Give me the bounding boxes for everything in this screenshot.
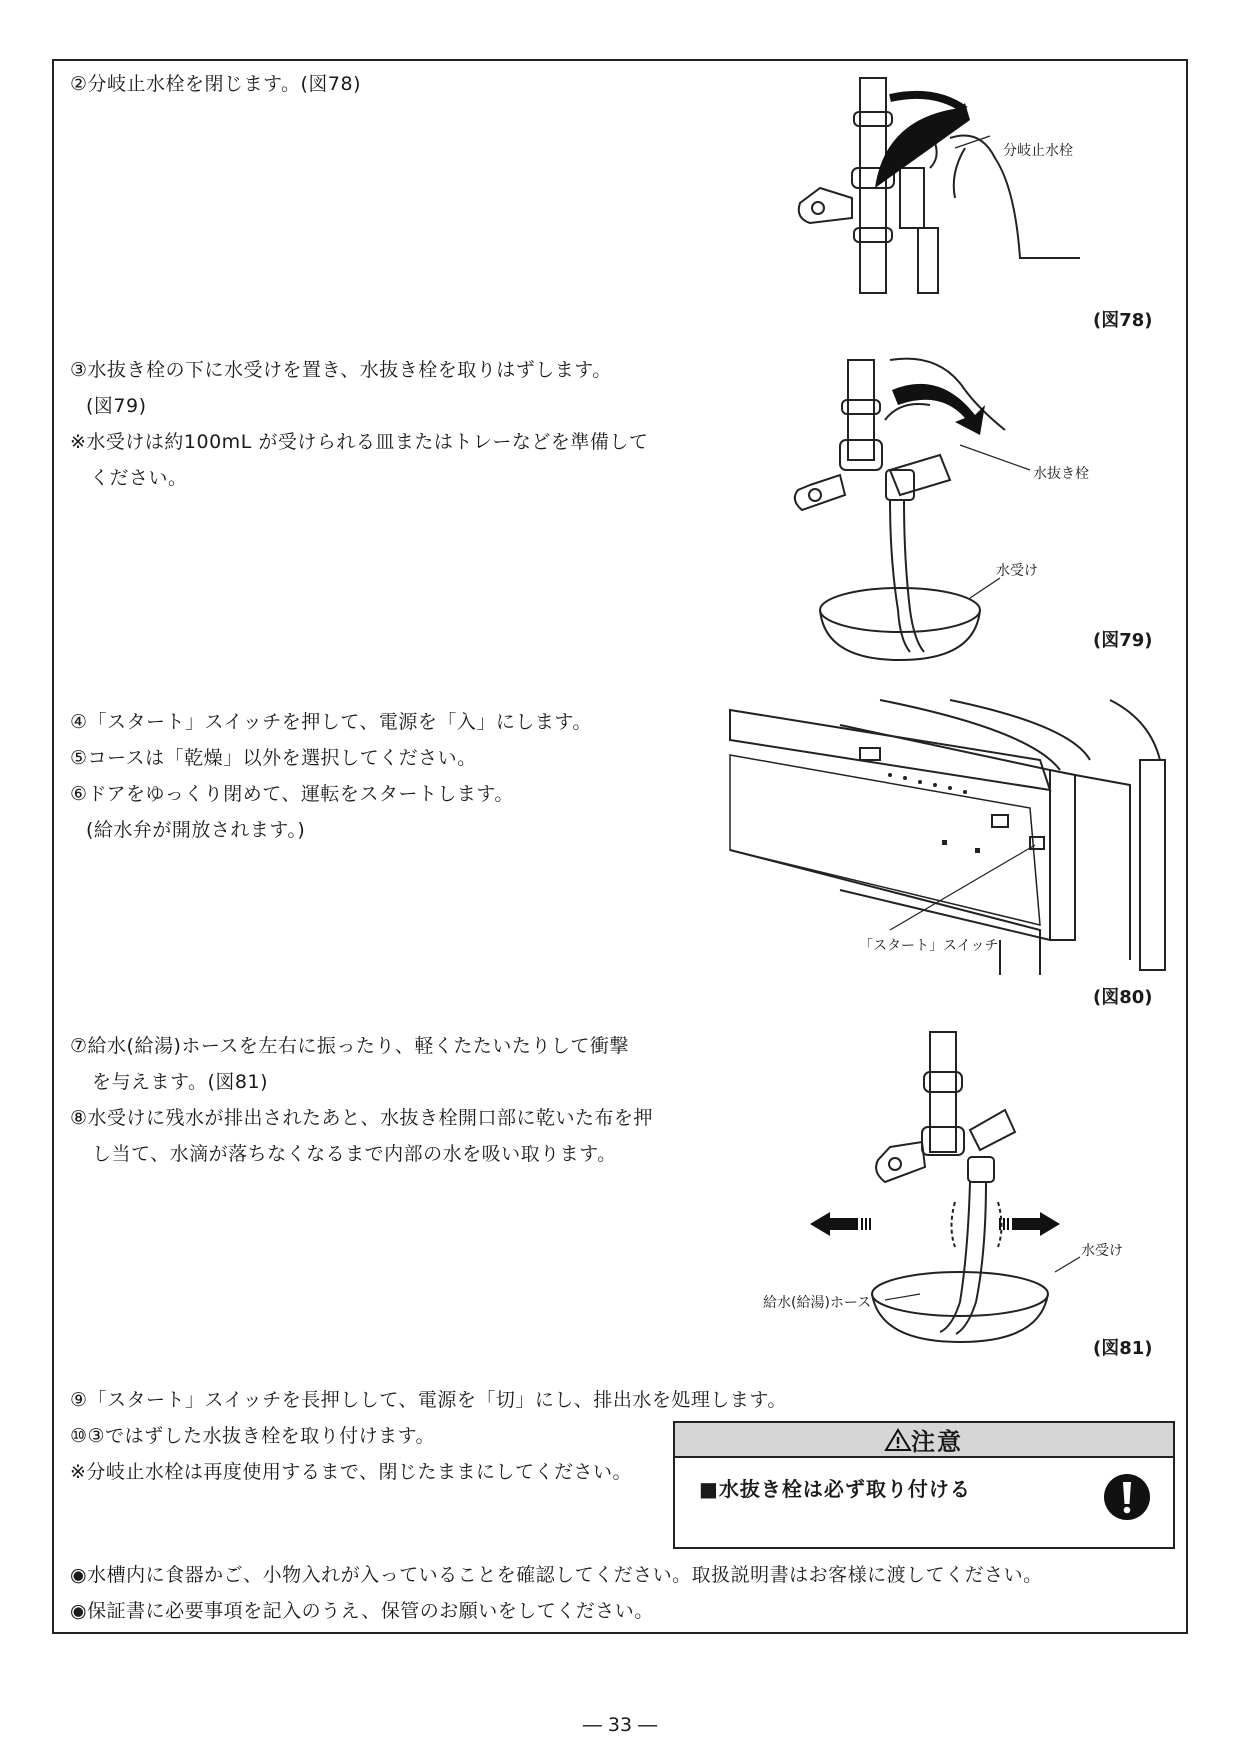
step-7-text-line2: を与えます。(図81): [92, 1071, 268, 1093]
figure-79-caption: (図79): [1093, 630, 1153, 651]
figure-80-illustration: [730, 700, 1170, 975]
figure-81-caption: (図81): [1093, 1338, 1153, 1359]
figure-79-label-tray: 水受け: [996, 563, 1038, 579]
figure-78-label: 分岐止水栓: [1003, 143, 1073, 159]
step-4-text: ④「スタート」スイッチを押して、電源を「入」にします。: [70, 711, 592, 733]
step-8-text-line2: し当て、水滴が落ちなくなるまで内部の水を吸い取ります。: [92, 1143, 617, 1165]
figure-81-label-hose: 給水(給湯)ホース: [763, 1295, 872, 1311]
figure-80-caption: (図80): [1093, 987, 1153, 1008]
figure-78-illustration: [790, 78, 1090, 293]
caution-text: ■水抜き栓は必ず取り付ける: [699, 1477, 971, 1501]
step-10-text: ⑩③ではずした水抜き栓を取り付けます。: [70, 1425, 436, 1447]
figure-81-label-tray: 水受け: [1081, 1243, 1123, 1259]
step-3-text: ③水抜き栓の下に水受けを置き、水抜き栓を取りはずします。: [70, 359, 612, 381]
step-6-note: (給水弁が開放されます。): [86, 819, 306, 841]
step-8-text-line1: ⑧水受けに残水が排出されたあと、水抜き栓開口部に乾いた布を押: [70, 1107, 654, 1129]
step-10-note: ※分岐止水栓は再度使用するまで、閉じたままにしてください。: [70, 1461, 633, 1483]
warning-triangle-icon: [885, 1429, 911, 1451]
figure-78-caption: (図78): [1093, 310, 1153, 331]
bullet-2-text: ◉保証書に必要事項を記入のうえ、保管のお願いをしてください。: [70, 1600, 654, 1622]
bullet-1-text: ◉水槽内に食器かご、小物入れが入っていることを確認してください。取扱説明書はお客様に渡してください。: [70, 1564, 1043, 1586]
caution-box: [673, 1421, 1175, 1549]
step-5-text: ⑤コースは「乾燥」以外を選択してください。: [70, 747, 477, 769]
step-2-text: ②分岐止水栓を閉じます。(図78): [70, 73, 362, 95]
exclamation-icon: [1103, 1473, 1151, 1521]
caution-title: 注意: [911, 1428, 963, 1456]
caution-header: [675, 1423, 1173, 1458]
figure-79-illustration: [790, 360, 1090, 660]
figure-79-label-drain-cock: 水抜き栓: [1033, 466, 1089, 482]
page-number: ― 33 ―: [582, 1714, 658, 1736]
step-3-note-line2: ください。: [90, 467, 188, 489]
figure-80-label: 「スタート」スイッチ: [859, 938, 999, 954]
step-9-text: ⑨「スタート」スイッチを長押しして、電源を「切」にし、排出水を処理します。: [70, 1389, 787, 1411]
step-6-text: ⑥ドアをゆっくり閉めて、運転をスタートします。: [70, 783, 514, 805]
step-3-figure-ref: (図79): [86, 395, 147, 417]
step-3-note-line1: ※水受けは約100mL が受けられる皿またはトレーなどを準備して: [70, 431, 649, 453]
step-7-text-line1: ⑦給水(給湯)ホースを左右に振ったり、軽くたたいたりして衝撃: [70, 1035, 629, 1057]
